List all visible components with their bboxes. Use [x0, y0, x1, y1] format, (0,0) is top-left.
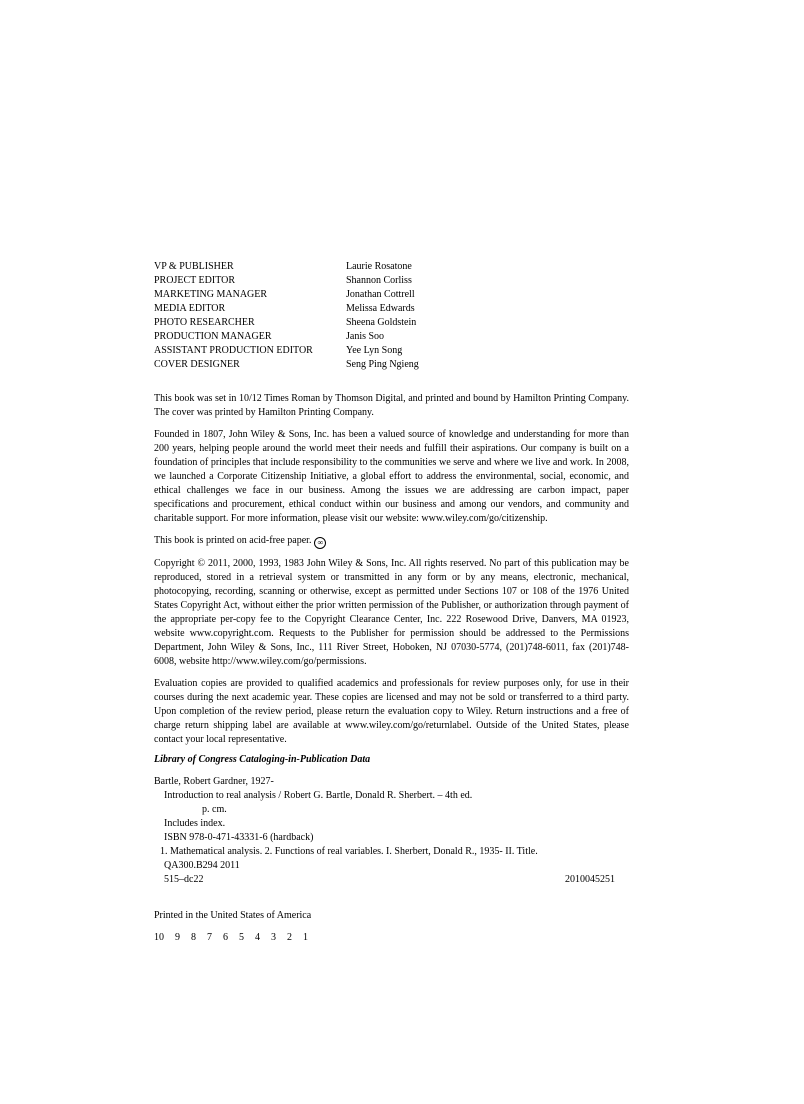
acid-free-text: This book is printed on acid-free paper. — [154, 535, 312, 546]
acid-free-paper-icon: ∞ — [314, 537, 326, 549]
staff-role: MARKETING MANAGER — [154, 289, 268, 300]
cip-author: Bartle, Robert Gardner, 1927- — [154, 776, 274, 787]
staff-name: Seng Ping Ngieng — [346, 359, 419, 370]
staff-role: VP & PUBLISHER — [154, 261, 234, 272]
staff-name: Melissa Edwards — [346, 303, 415, 314]
typeset-note: This book was set in 10/12 Times Roman by Thomson Digital, and printed and bound by Hamilton Printing Company. The cover was printed by Hamilton Printing Company. — [154, 393, 629, 418]
copyright-note: Copyright © 2011, 2000, 1993, 1983 John Wiley & Sons, Inc. All rights reserved. No part of this publication may be reproduced, stored in a retrieval system or transmitted in any form or by any means, electronic, mechanical, photocopying, recording, scanning or otherwise, except as permitted under Sections 107 or 108 of the 1976 United States Copyright Act, without either the prior written permission of the Publisher, or authorization through payment of the appropriate per-copy fee to the Copyright Clearance Center, Inc. 222 Rosewood Drive, Danvers, MA 01923, website www.copyright.com. Requests to the Publisher for permission should be addressed to the Permissions Department, John Wiley & Sons, Inc., 111 River Street, Hoboken, NJ 07030-5774, (201)748-6011, fax (201)748-6008, website http://www.wiley.com/go/permissions. — [154, 558, 629, 667]
staff-role: COVER DESIGNER — [154, 359, 240, 370]
cip-isbn: ISBN 978-0-471-43331-6 (hardback) — [164, 832, 314, 843]
cip-lccn: 2010045251 — [565, 874, 615, 885]
staff-role: PROJECT EDITOR — [154, 275, 236, 286]
staff-name: Sheena Goldstein — [346, 317, 417, 328]
cip-dewey-row — [154, 873, 629, 887]
evaluation-note: Evaluation copies are provided to qualified academics and professionals for review purposes only, for use in their courses during the next academic year. These copies are licensed and may not be sold or transferred to a third party. Upon completion of the review period, please return the evaluation copy to Wiley. Return instructions and a free of charge return shipping label are available at www.wiley.com/go/returnlabel. Outside of the United States, please contact your local representative. — [154, 678, 629, 745]
staff-role: MEDIA EDITOR — [154, 303, 226, 314]
staff-name: Yee Lyn Song — [346, 345, 403, 356]
staff-role: PHOTO RESEARCHER — [154, 317, 255, 328]
staff-role: ASSISTANT PRODUCTION EDITOR — [154, 345, 313, 356]
acid-free-line — [154, 534, 629, 549]
copyright-page — [154, 260, 629, 945]
staff-name: Laurie Rosatone — [346, 261, 412, 272]
staff-name: Jonathan Cottrell — [346, 289, 415, 300]
cip-pages: p. cm. — [202, 804, 227, 815]
cip-subjects: 1. Mathematical analysis. 2. Functions of real variables. I. Sherbert, Donald R., 1935- II. Title. — [160, 846, 538, 857]
founded-note: Founded in 1807, John Wiley & Sons, Inc. has been a valued source of knowledge and understanding for more than 200 years, helping people around the world meet their needs and fulfill their aspirations. Our company is built on a foundation of principles that include responsibility to the communities we serve and where we live and work. In 2008, we launched a Corporate Citizenship Initiative, a global effort to address the environmental, social, economic, and ethical challenges we face in our business. Among the issues we are addressing are carbon impact, paper specifications and procurement, ethical conduct within our business and among our vendors, and community and charitable support. For more information, please visit our website: www.wiley.com/go/citizenship. — [154, 429, 629, 524]
staff-name: Janis Soo — [346, 331, 385, 342]
cip-index: Includes index. — [164, 818, 226, 829]
cip-dewey: 515–dc22 — [164, 874, 204, 885]
cip-title: Library of Congress Cataloging-in-Publication Data — [154, 754, 371, 765]
cip-book: Introduction to real analysis / Robert G. Bartle, Donald R. Sherbert. – 4th ed. — [164, 790, 473, 801]
staff-role: PRODUCTION MANAGER — [154, 331, 272, 342]
cip-classification: QA300.B294 2011 — [164, 860, 240, 871]
cip-block — [154, 775, 629, 887]
staff-name: Shannon Corliss — [346, 275, 412, 286]
staff-credits — [154, 260, 629, 372]
print-line: 10 9 8 7 6 5 4 3 2 1 — [154, 932, 308, 943]
printed-in: Printed in the United States of America — [154, 910, 312, 921]
